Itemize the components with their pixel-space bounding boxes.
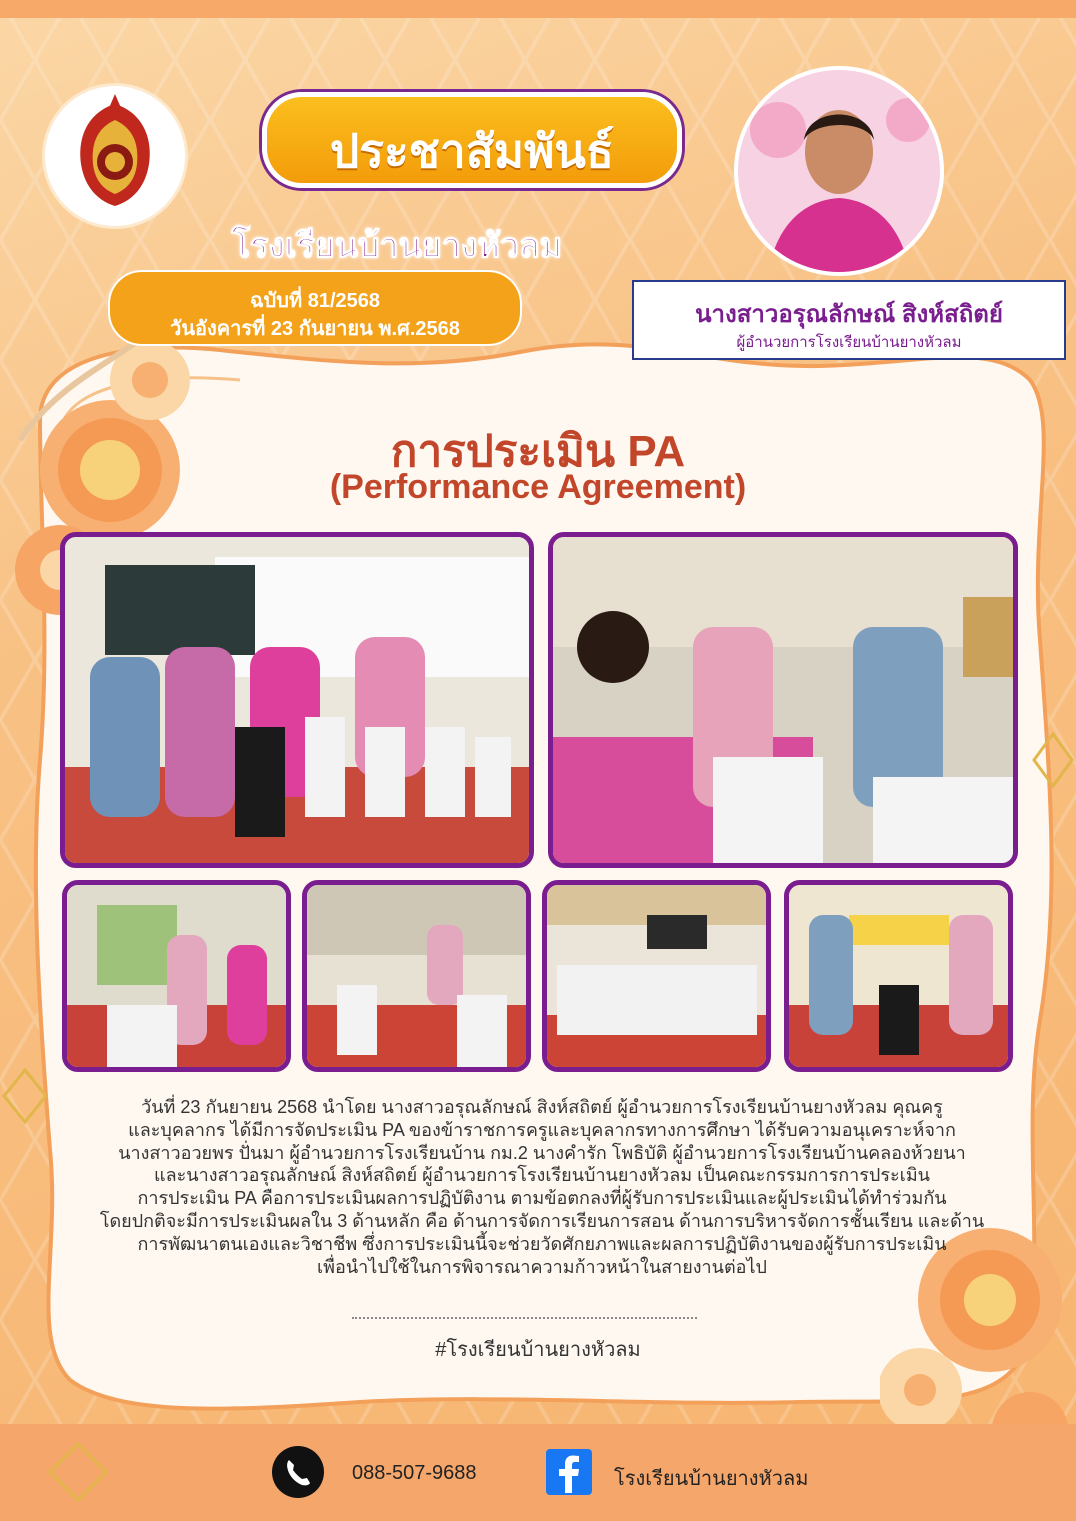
article-subtitle: (Performance Agreement) — [329, 468, 747, 506]
body-line: วันที่ 23 กันยายน 2568 นำโดย นางสาวอรุณลักษณ์ สิงห์สถิตย์ ผู้อำนวยการโรงเรียนบ้านยางหัวลม คุณครู — [141, 1097, 943, 1117]
photo-3 — [62, 880, 291, 1072]
ornament-icon — [1030, 730, 1076, 790]
photo-2 — [548, 532, 1018, 868]
classroom-photo-5 — [547, 885, 766, 1067]
photo-4 — [302, 880, 531, 1072]
ornament-icon — [0, 1066, 50, 1126]
article-title: การประเมิน PA — [390, 427, 686, 476]
footer-bar — [0, 1424, 1076, 1521]
classroom-photo-4 — [307, 885, 526, 1067]
facebook-icon[interactable] — [546, 1449, 592, 1495]
photo-1 — [60, 532, 534, 868]
body-line: นางสาวอวยพร ปั่นมา ผู้อำนวยการโรงเรียนบ้าน กม.2 นางคำรัก โพธิบัติ ผู้อำนวยการโรงเรียนบ้านคลองห้วยนา — [118, 1142, 966, 1163]
classroom-photo-6 — [789, 885, 1008, 1067]
facebook-page-name[interactable]: โรงเรียนบ้านยางหัวลม — [614, 1468, 809, 1490]
classroom-photo-3 — [67, 885, 286, 1067]
classroom-group-photo — [65, 537, 529, 863]
director-title: ผู้อำนวยการโรงเรียนบ้านยางหัวลม — [736, 334, 962, 351]
body-line: และนางสาวอรุณลักษณ์ สิงห์สถิตย์ ผู้อำนวยการโรงเรียนบ้านยางหัวลม เป็นคณะกรรมการการประเมิน — [153, 1165, 930, 1186]
ornament-icon — [46, 1440, 110, 1504]
director-name-box — [632, 280, 1066, 360]
body-line: การพัฒนาตนเองและวิชาชีพ ซึ่งการประเมินนี้จะช่วยวัดศักยภาพและผลการปฏิบัติงานของผู้รับการประเมิน — [137, 1233, 947, 1254]
body-line: โดยปกติจะมีการประเมินผลใน 3 ด้านหลัก คือ ด้านการจัดการเรียนการสอน ด้านการบริหารจัดการชั้นเรียน และด้าน — [99, 1210, 985, 1231]
issue-date: วันอังคารที่ 23 กันยายน พ.ศ.2568 — [170, 318, 460, 340]
issue-info-box — [108, 270, 522, 346]
issue-number: ฉบับที่ 81/2568 — [249, 290, 381, 312]
school-logo — [45, 86, 185, 226]
body-line: เพื่อนำไปใช้ในการพิจารณาความก้าวหน้าในสายงานต่อไป — [317, 1256, 767, 1277]
header-banner — [248, 82, 688, 190]
director-name: นางสาวอรุณลักษณ์ สิงห์สถิตย์ — [695, 301, 1003, 328]
school-name-title: โรงเรียนบ้านยางหัวลม — [231, 227, 563, 265]
classroom-assessment-photo — [553, 537, 1013, 863]
dotted-divider — [352, 1317, 697, 1319]
hashtag: #โรงเรียนบ้านยางหัวลม — [435, 1339, 641, 1361]
school-emblem-icon — [45, 86, 185, 226]
phone-number[interactable]: 088-507-9688 — [352, 1462, 477, 1484]
article-body — [92, 1096, 992, 1278]
photo-5 — [542, 880, 771, 1072]
phone-handset-icon — [272, 1446, 324, 1498]
banner-title: ประชาสัมพันธ์ — [330, 125, 614, 177]
director-portrait — [738, 70, 940, 272]
phone-icon[interactable] — [272, 1446, 324, 1498]
facebook-logo-icon — [546, 1449, 592, 1495]
portrait-image — [738, 70, 940, 272]
banner-badge — [262, 92, 682, 188]
photo-6 — [784, 880, 1013, 1072]
body-line: การประเมิน PA คือการประเมินผลการปฏิบัติงาน ตามข้อตกลงที่ผู้รับการประเมินและผู้ประเมินได้ทำร่วมกัน — [137, 1188, 947, 1209]
body-line: และบุคลากร ได้มีการจัดประเมิน PA ของข้าราชการครูและบุคลากรทางการศึกษา ได้รับความอนุเคราะห์จาก — [128, 1119, 956, 1140]
